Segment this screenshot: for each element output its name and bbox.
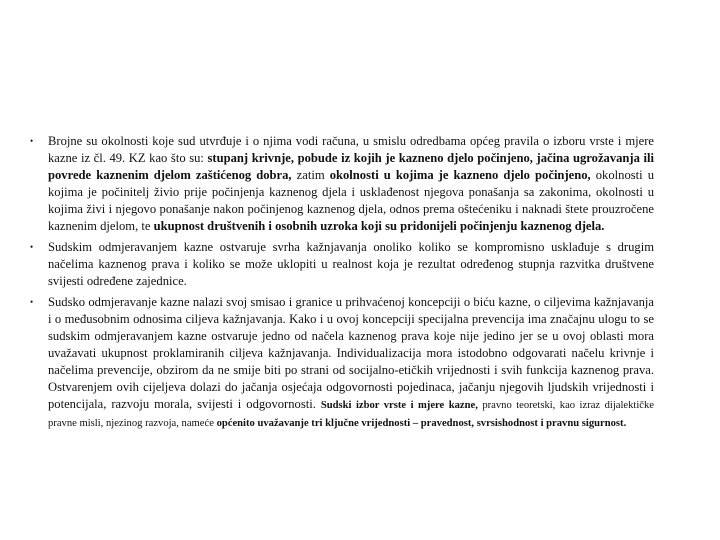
text-segment: Sudskim odmjeravanjem kazne ostvaruje svrha kažnjavanja onoliko koliko se kompromisno usklađuje s drugim načelima kaznenog prava i koliko se može uklopiti u realnost koja je rezultat određenog stupnja razvitka društvene svijesti određene zajednice.: [48, 240, 654, 288]
bold-text-segment: općenito uvažavanje tri ključne vrijednosti – pravednost, svrsishodnost i pravnu sigurnost.: [216, 418, 627, 429]
text-segment: Brojne su okolnosti koje sud utvrđuje i o njima vodi računa, u smislu odredbama općeg pravila o izboru vrste i mjere kazne iz čl. 49. KZ kao što su:: [48, 134, 654, 165]
bullet-dot-icon: •: [30, 297, 34, 307]
bold-text-segment: stupanj krivnje, pobude iz kojih je kazneno djelo počinjeno, jačina ugrožavanja ili povrede kaznenim djelom zaštićenog dobra,: [48, 151, 655, 182]
bullet-dot-icon: •: [30, 242, 34, 252]
bold-text-segment: ukupnost društvenih i osobnih uzroka koji su pridonijeli počinjenju kaznenog djela.: [153, 219, 605, 233]
bullet-item: [30, 133, 654, 235]
bold-text-segment: okolnosti u kojima je kazneno djelo počinjeno,: [329, 168, 591, 182]
bullet-item: [30, 239, 654, 290]
bold-text-segment: Sudski izbor vrste i mjere kazne,: [320, 400, 478, 411]
bullet-list: [30, 133, 654, 436]
bullet-item: [30, 294, 654, 432]
text-segment: pravno teoretski, kao izraz dijalektičke pravne misli, njezinog razvoja, nameće: [48, 400, 655, 429]
bullet-dot-icon: •: [30, 136, 34, 146]
text-segment: zatim: [291, 168, 330, 182]
text-segment: Sudsko odmjeravanje kazne nalazi svoj smisao i granice u prihvaćenoj koncepciji o biću kazne, o ciljevima kažnjavanja i o međusobnim odnosima ciljeva kažnjavanja. Kako i u ovoj koncepciji specijalna prevencija ima značajnu ulogu to se sudskim odmjeravanjem kazne ostvaruje jedno od načela kaznenog prava koje nije jedino jer se u ovoj oblasti mora uvažavati ukupnost proklamiranih ciljeva kažnjavanja. Individualizacija mora istodobno odgovarati načelu krivnje i načelima prevencije, obzirom da ne smije biti po strani od socijalno-etičkih vrijednosti i svih funkcija kaznenog prava. Ostvarenjem ovih cijeljeva dolazi do jačanja osjećaja odgovornosti pojedinaca, jačanju njegovih ljudskih vrijednosti i potencijala, razvoju morala, svijesti i odgovornosti.: [48, 295, 654, 411]
text-segment: okolnosti u kojima je počinitelj živio prije počinjenja kaznenog djela i usklađenost njegova ponašanja sa zakonima, okolnosti u kojima živi i njegovo ponašanje nakon počinjenog kaznenog djela, odnos prema oštećeniku i naknadi štete prouzročene kaznenim djelom, te: [48, 168, 655, 233]
